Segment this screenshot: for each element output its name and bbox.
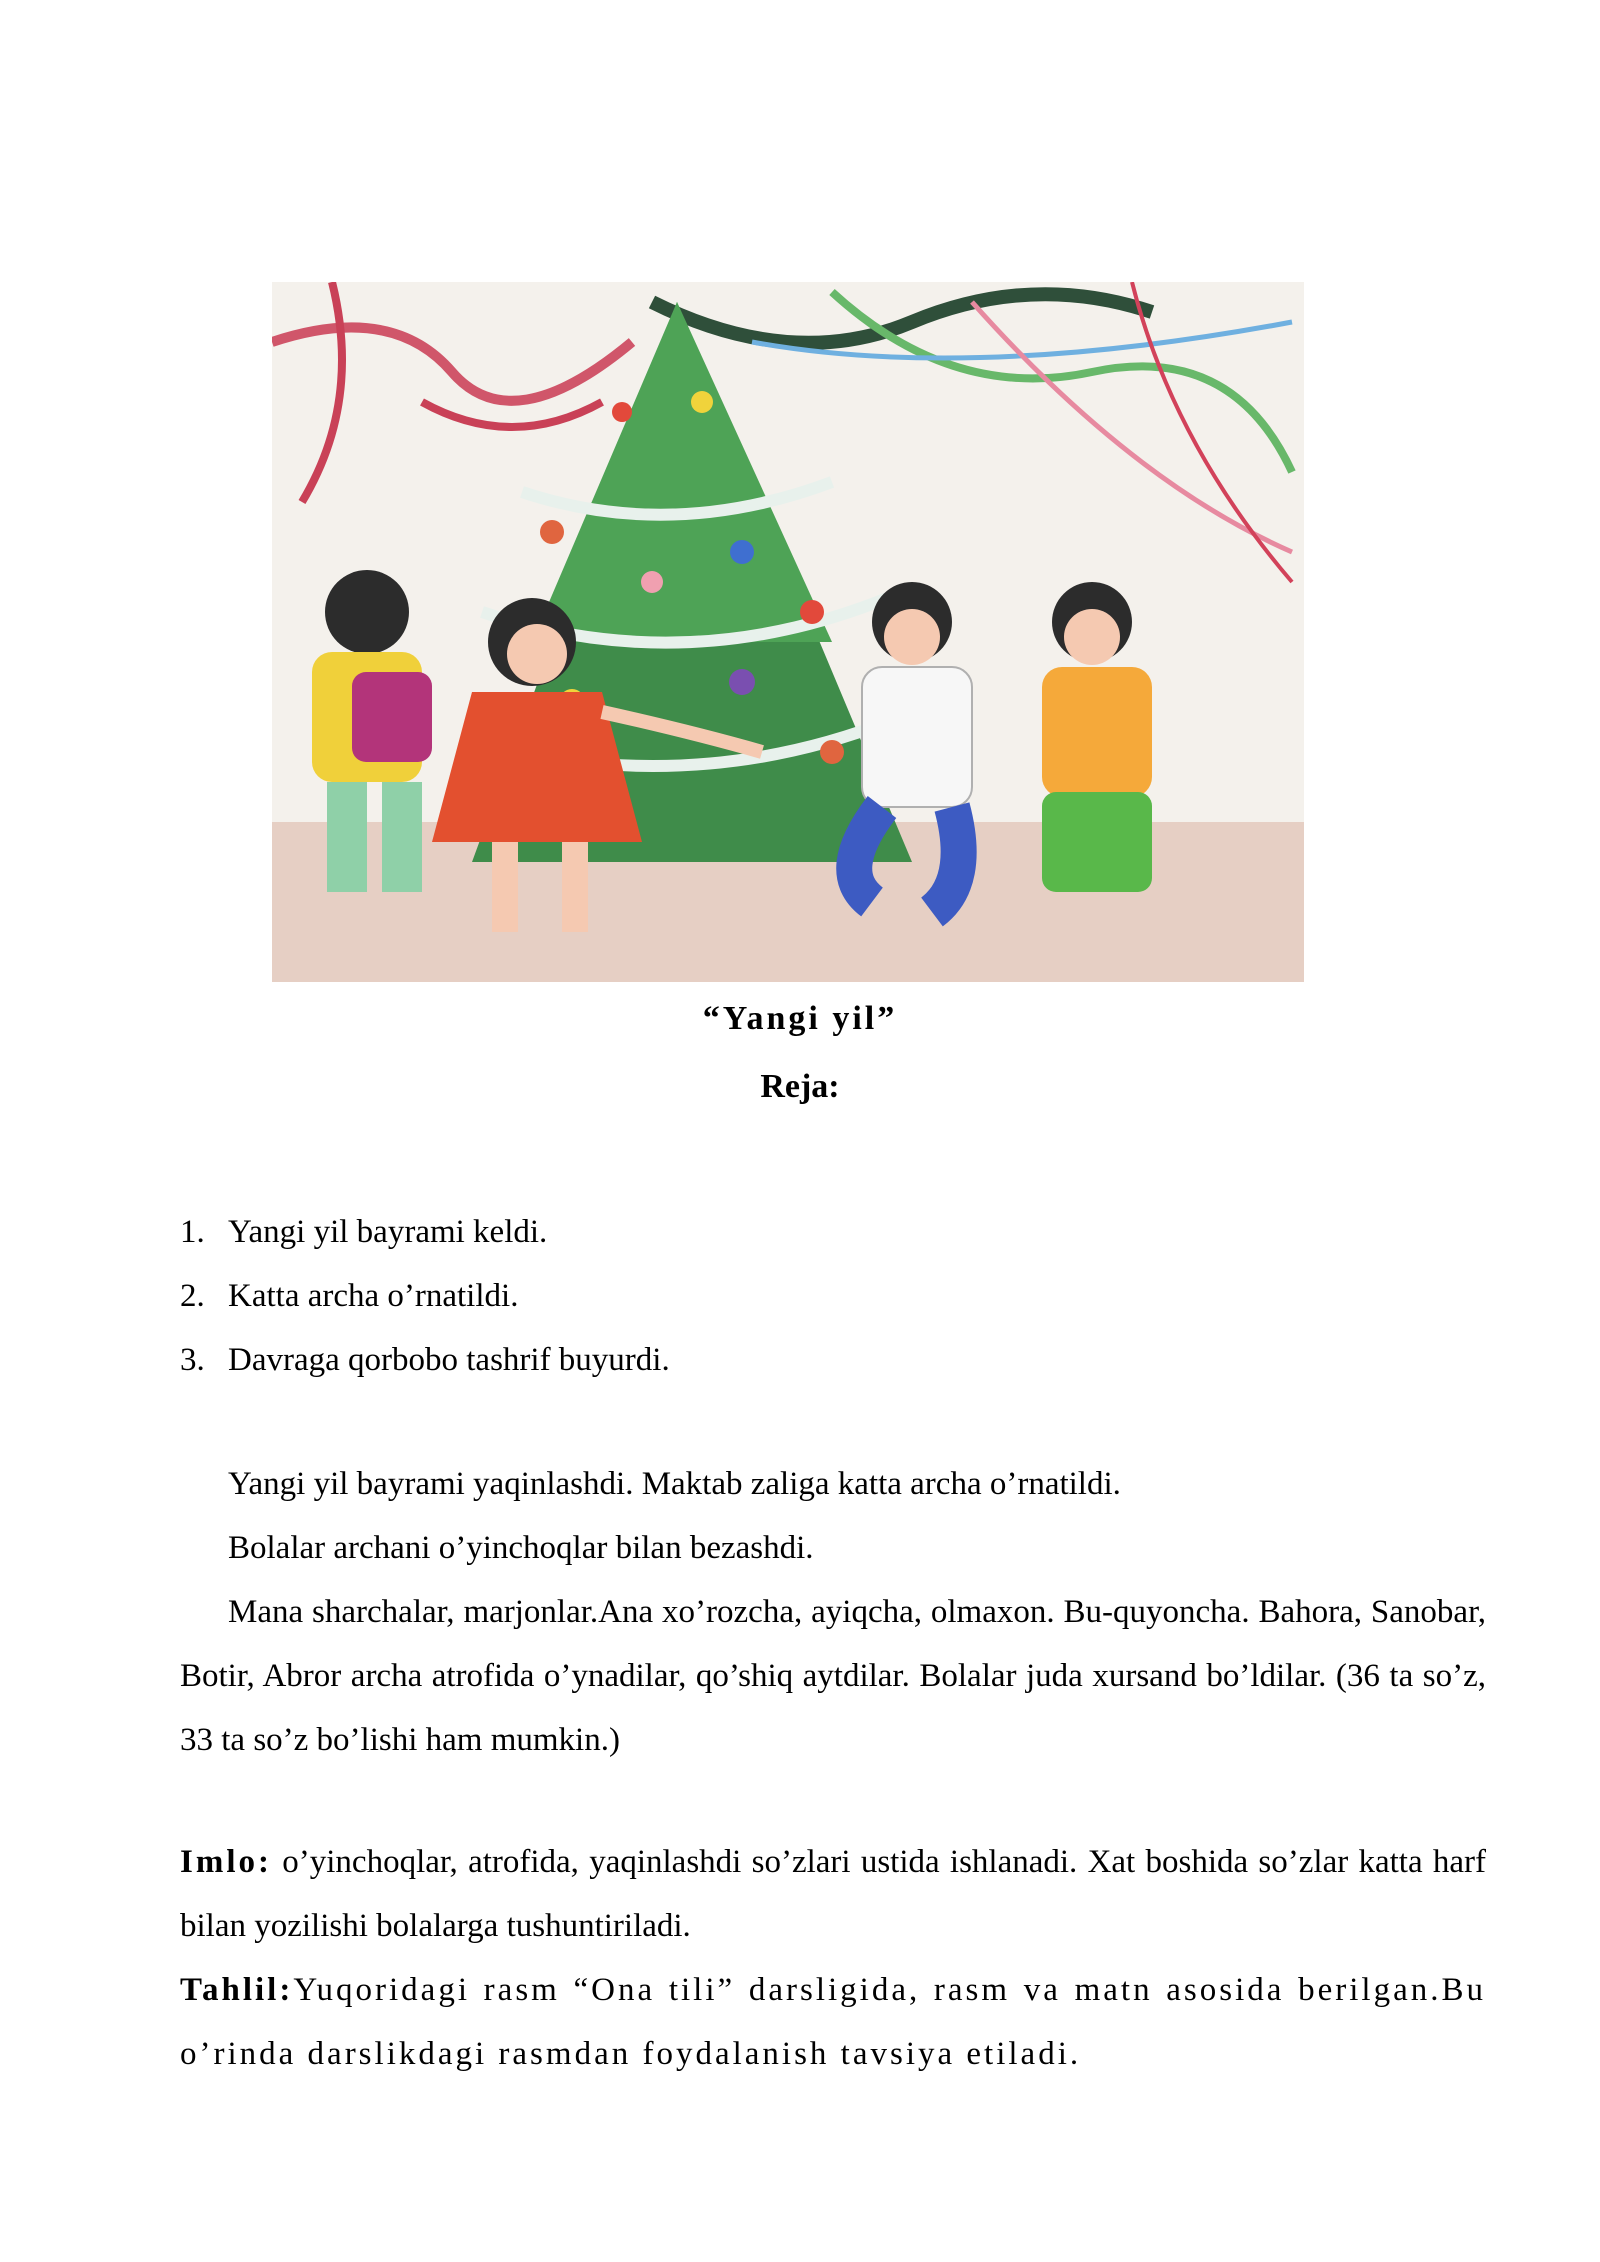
imlo-note <box>180 1830 1486 1958</box>
plan-heading: Reja: <box>760 1068 840 1105</box>
list-item <box>180 1200 670 1264</box>
tahlil-label: Tahlil: <box>180 1972 294 2008</box>
story-paragraph: Bolalar archani o’yinchoqlar bilan bezashdi. <box>228 1530 814 1566</box>
list-item <box>180 1328 670 1392</box>
list-text: Davraga qorbobo tashrif buyurdi. <box>228 1342 670 1378</box>
list-number: 2. <box>180 1278 205 1314</box>
list-text: Yangi yil bayrami keldi. <box>228 1214 548 1250</box>
teacher-notes <box>180 1830 1486 2086</box>
list-item <box>180 1264 670 1328</box>
imlo-label: Imlo: <box>180 1844 272 1880</box>
page-title: “Yangi yil” <box>702 1000 898 1037</box>
story-paragraph: Mana sharchalar, marjonlar.Ana xo’rozcha, ayiqcha, olmaxon. Bu-quyoncha. Bahora, Sanobar, Botir, Abror archa atrofida o’ynadilar, qo’shiq aytdilar. Bolalar juda xursand bo’ldilar. (36 ta so’z, 33 ta so’z bo’lishi ham mumkin.) <box>180 1594 1486 1758</box>
list-text: Katta archa o’rnatildi. <box>228 1278 519 1314</box>
imlo-text: o’yinchoqlar, atrofida, yaqinlashdi so’zlari ustida ishlanadi. Xat boshida so’zlar katta harf bilan yozilishi bolalarga tushuntiriladi. <box>180 1844 1486 1944</box>
plan-list <box>180 1200 670 1392</box>
tahlil-text: Yuqoridagi rasm “Ona tili” darsligida, rasm va matn asosida berilgan.Bu o’rinda darslikdagi rasmdan foydalanish tavsiya etiladi. <box>180 1972 1486 2072</box>
new-year-illustration <box>272 282 1304 982</box>
story-text <box>180 1452 1486 1772</box>
list-number: 1. <box>180 1214 205 1250</box>
list-number: 3. <box>180 1342 205 1378</box>
story-paragraph: Yangi yil bayrami yaqinlashdi. Maktab zaliga katta archa o’rnatildi. <box>228 1466 1121 1502</box>
tahlil-note <box>180 1958 1486 2086</box>
